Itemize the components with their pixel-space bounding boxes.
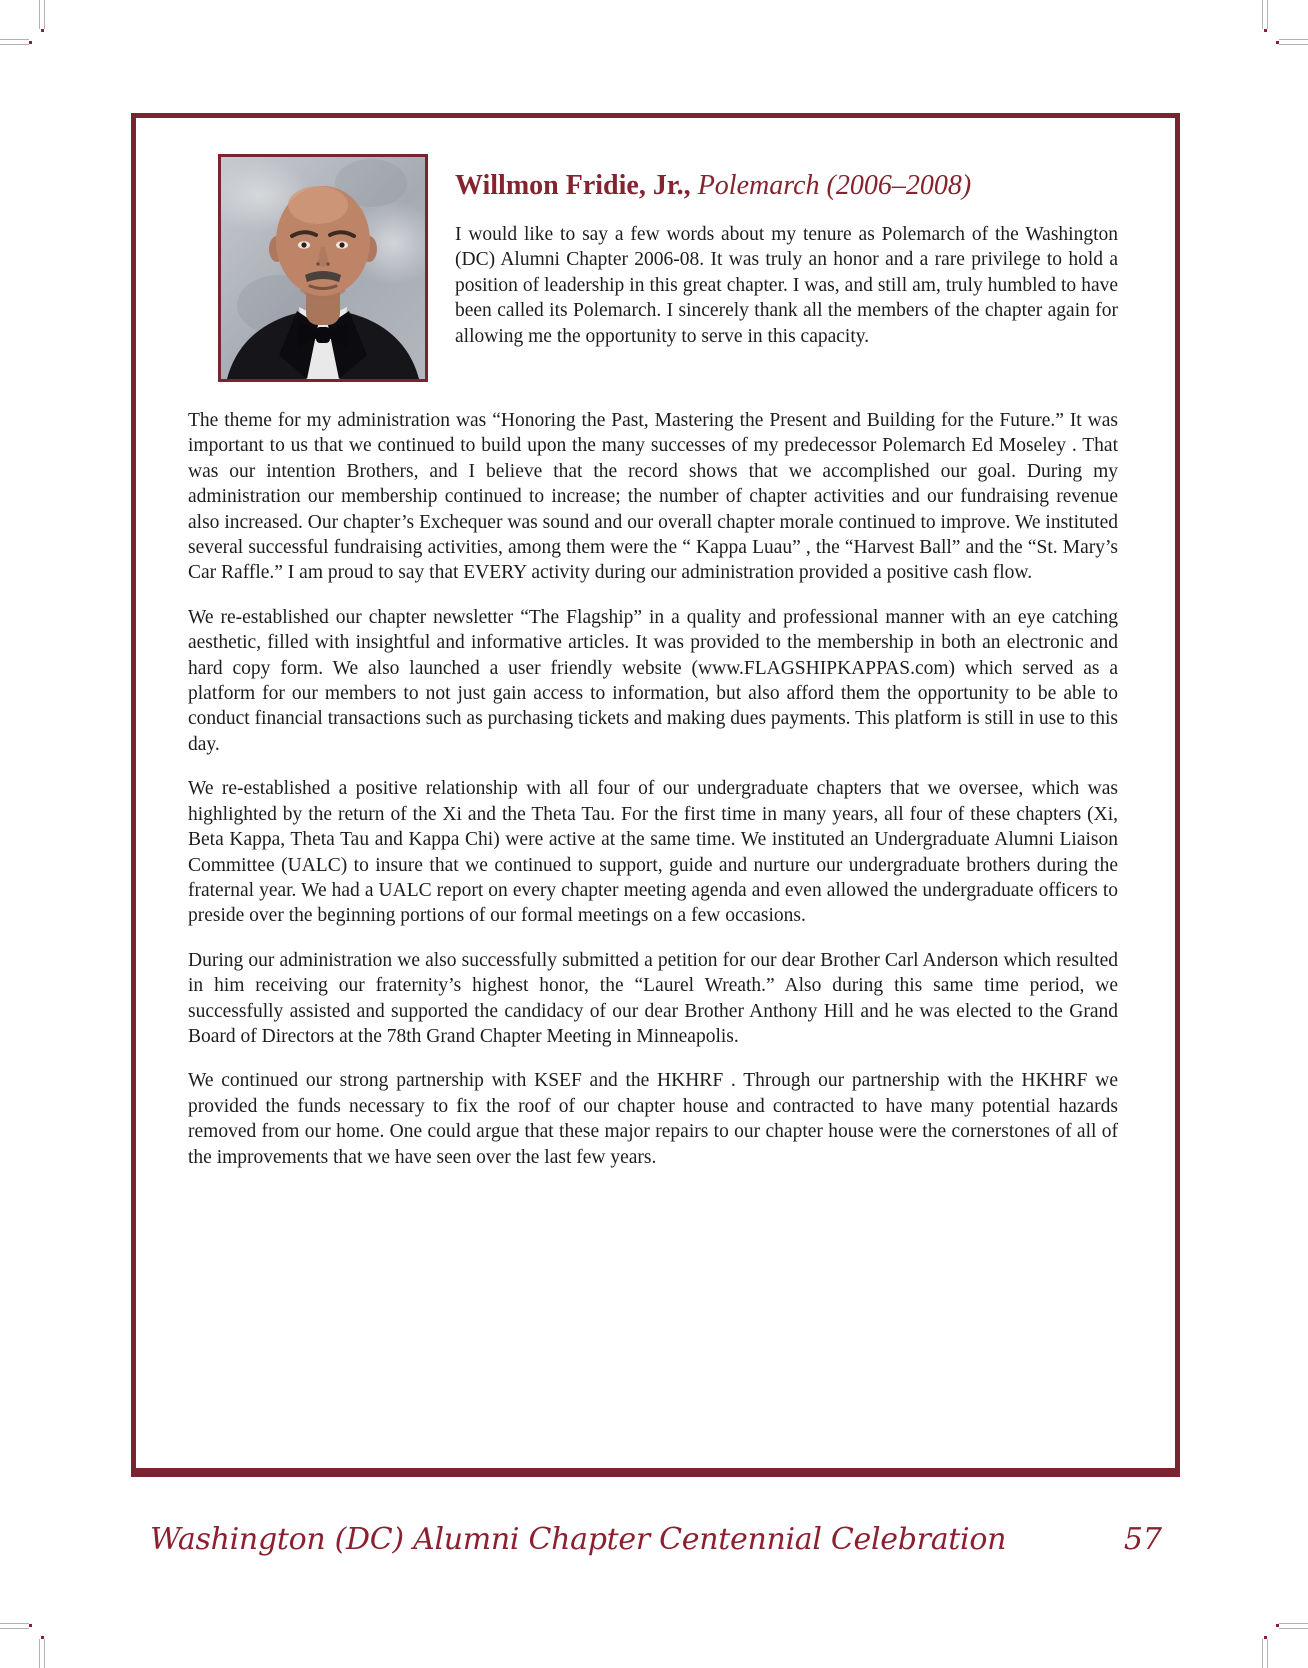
- page-title: [455, 170, 1118, 202]
- crop-mark-bottom-right-vertical: [1262, 1639, 1268, 1668]
- crop-mark-top-left-horizontal: [0, 39, 29, 45]
- registration-dot: [1264, 1636, 1267, 1639]
- crop-mark-top-left-vertical: [39, 0, 45, 29]
- body-paragraph: We re-established our chapter newsletter “The Flagship” in a quality and professional manner with an eye catching aesthetic, filled with insightful and informative articles. It was provided to the membership in both an electronic and hard copy form. We also launched a user friendly website (www.FLAGSHIPKAPPAS.com) which served as a platform for our members to not just gain access to information, but also afford them the opportunity to be able to conduct financial transactions such as purchasing tickets and making dues payments. This platform is still in use to this day.: [188, 606, 1118, 755]
- portrait-illustration: [221, 157, 425, 379]
- registration-dot: [29, 41, 32, 44]
- polemarch-name: Willmon Fridie, Jr.,: [455, 170, 691, 201]
- biography-body: [188, 408, 1118, 1170]
- intro-paragraph: I would like to say a few words about my tenure as Polemarch of the Washington (DC) Alumni Chapter 2006-08. It was truly an honor and a rare privilege to hold a position of leadership in this great chapter. I was, and still am, truly humbled to have been called its Polemarch. I sincerely thank all the members of the chapter again for allowing me the opportunity to serve in this capacity.: [455, 224, 1118, 347]
- page-footer: [150, 1522, 1162, 1557]
- registration-dot: [41, 29, 44, 32]
- registration-dot: [41, 1636, 44, 1639]
- crop-mark-bottom-left-vertical: [39, 1639, 45, 1668]
- polemarch-term: Polemarch (2006–2008): [697, 170, 972, 201]
- page-number: 57: [1123, 1522, 1162, 1557]
- registration-dot: [1276, 1624, 1279, 1627]
- header-text-column: [455, 154, 1118, 349]
- crop-mark-top-right-vertical: [1262, 0, 1268, 29]
- body-paragraph: We continued our strong partnership with KSEF and the HKHRF . Through our partnership with the HKHRF we provided the funds necessary to fix the roof of our chapter house and contracted to have many potential hazards removed from our home. One could argue that these major repairs to our chapter house were the cornerstones of all of the improvements that we have seen over the last few years.: [188, 1070, 1118, 1168]
- registration-dot: [29, 1624, 32, 1627]
- biography-frame: [131, 113, 1180, 1477]
- biography-header: [188, 154, 1118, 382]
- crop-mark-top-right-horizontal: [1279, 39, 1308, 45]
- registration-dot: [1264, 29, 1267, 32]
- body-paragraph: During our administration we also successfully submitted a petition for our dear Brother Carl Anderson which resulted in him receiving our fraternity’s highest honor, the “Laurel Wreath.” Also during this same time period, we successfully assisted and supported the candidacy of our dear Brother Anthony Hill and he was elected to the Grand Board of Directors at the 78th Grand Chapter Meeting in Minneapolis.: [188, 949, 1118, 1047]
- footer-book-title: Washington (DC) Alumni Chapter Centennial Celebration: [150, 1522, 1007, 1557]
- body-paragraph: The theme for my administration was “Honoring the Past, Mastering the Present and Building for the Future.” It was important to us that we continued to build upon the many successes of my predecessor Polemarch Ed Moseley . That was our intention Brothers, and I believe that the record shows that we accomplished our goal. During my administration our membership continued to increase; the number of chapter activities and our fundraising revenue also increased. Our chapter’s Exchequer was sound and our overall chapter morale continued to improve. We instituted several successful fundraising activities, among them were the “ Kappa Luau” , the “Harvest Ball” and the “St. Mary’s Car Raffle.” I am proud to say that EVERY activity during our administration provided a positive cash flow.: [188, 410, 1118, 584]
- crop-mark-bottom-right-horizontal: [1279, 1623, 1308, 1629]
- registration-dot: [1276, 41, 1279, 44]
- body-paragraph: We re-established a positive relationship with all four of our undergraduate chapters that we oversee, which was highlighted by the return of the Xi and the Theta Tau. For the first time in many years, all four of these chapters (Xi, Beta Kappa, Theta Tau and Kappa Chi) were active at the same time. We instituted an Undergraduate Alumni Liaison Committee (UALC) to insure that we continued to support, guide and nurture our undergraduate brothers during the fraternal year. We had a UALC report on every chapter meeting agenda and even allowed the undergraduate officers to preside over the beginning portions of our formal meetings on a few occasions.: [188, 778, 1118, 927]
- portrait-photo: [218, 154, 428, 382]
- crop-mark-bottom-left-horizontal: [0, 1623, 29, 1629]
